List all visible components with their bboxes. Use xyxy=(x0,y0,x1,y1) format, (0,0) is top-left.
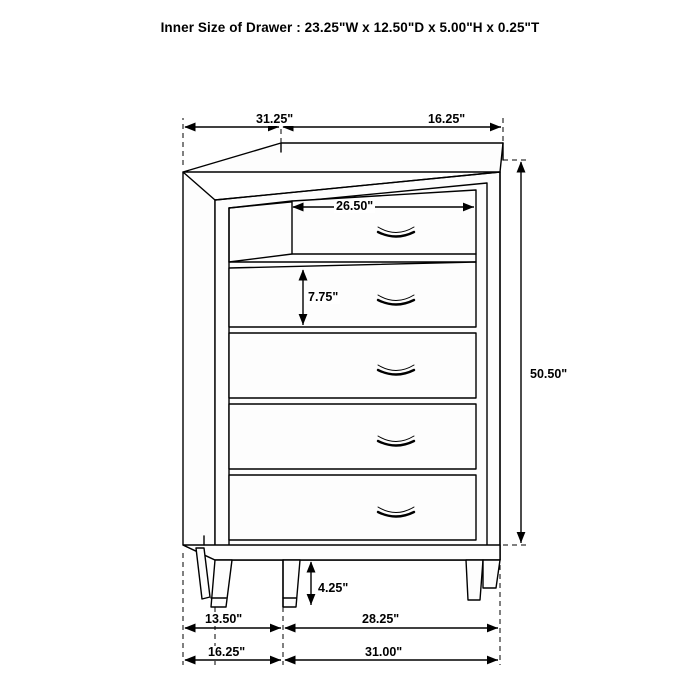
dim-drawer-front-width: 26.50" xyxy=(336,199,374,213)
dim-top-side-depth: 16.25" xyxy=(428,112,466,126)
dim-bottom-side-depth: 16.25" xyxy=(208,645,246,659)
dim-drawer-height: 7.75" xyxy=(308,290,339,304)
dim-leg-height: 4.25" xyxy=(318,581,349,595)
dim-base-front-width: 28.25" xyxy=(362,612,400,626)
dim-top-front-width: 31.25" xyxy=(256,112,294,126)
dim-overall-height: 50.50" xyxy=(530,367,568,381)
dim-base-side-depth: 13.50" xyxy=(205,612,243,626)
page-title: Inner Size of Drawer : 23.25"W x 12.50"D x 5.00"H x 0.25"T xyxy=(160,20,540,35)
dim-bottom-front-width: 31.00" xyxy=(365,645,403,659)
